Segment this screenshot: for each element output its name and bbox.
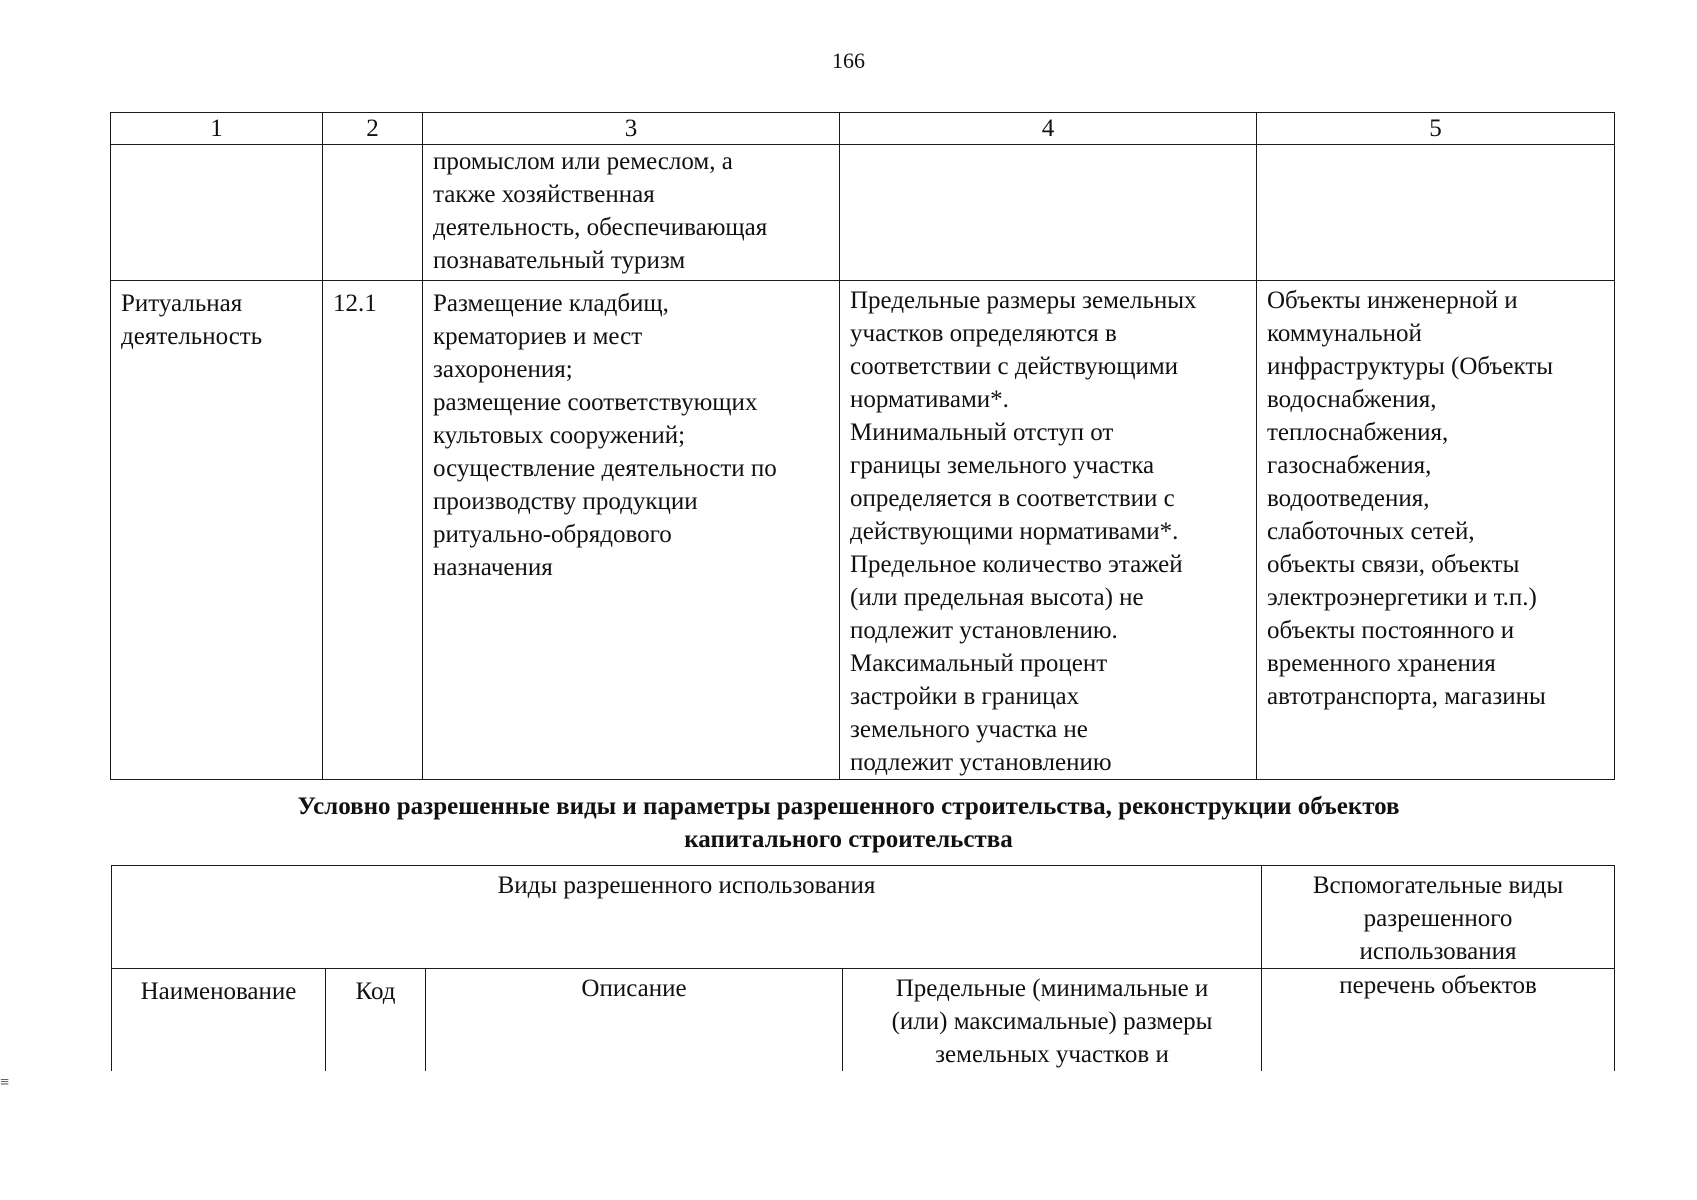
conditional-use-table	[111, 865, 1615, 1071]
column-number-1: 1	[111, 113, 323, 145]
section-heading: Условно разрешенные виды и параметры разрешенного строительства, реконструкции объектов капитального строительства	[297, 793, 1400, 853]
parameters-column-header: Предельные (минимальные и (или) максимальные) размеры земельных участков и	[843, 969, 1262, 1072]
column-header-row	[112, 969, 1615, 1072]
continuation-code-cell	[323, 145, 423, 281]
continuation-auxiliary-cell	[1257, 145, 1615, 281]
ritual-parameters: Предельные размеры земельных участков определяются в соответствии с действующими нормативами*. Минимальный отступ от границы земельного участка определяется в соответствии с действующими нормативами*. Предельное количество этажей (или предельная высота) не подлежит установлению. Максимальный процент застройки в границах земельного участка не подлежит установлению	[840, 281, 1257, 780]
continuation-description: промыслом или ремеслом, а также хозяйственная деятельность, обеспечивающая познавательный туризм	[423, 145, 840, 281]
continuation-row	[111, 145, 1615, 281]
ritual-name: Ритуальная деятельность	[111, 281, 323, 780]
objects-column-header: перечень объектов	[1262, 969, 1615, 1072]
column-number-row	[111, 113, 1615, 145]
ritual-description: Размещение кладбищ, крематориев и мест захоронения; размещение соответствующих культовых сооружений; осуществление деятельности по производству продукции ритуально-обрядового назначения	[423, 281, 840, 780]
column-number-2: 2	[323, 113, 423, 145]
column-number-4: 4	[840, 113, 1257, 145]
ritual-code: 12.1	[323, 281, 423, 780]
main-table	[110, 112, 1615, 780]
auxiliary-uses-header: Вспомогательные виды разрешенного использования	[1262, 866, 1615, 969]
continuation-parameters-cell	[840, 145, 1257, 281]
column-number-5: 5	[1257, 113, 1615, 145]
scan-edge-mark: ≡	[0, 1074, 10, 1091]
continuation-name-cell	[111, 145, 323, 281]
column-number-3: 3	[423, 113, 840, 145]
permitted-uses-header: Виды разрешенного использования	[112, 866, 1262, 969]
ritual-activity-row	[111, 281, 1615, 780]
ritual-auxiliary-objects: Объекты инженерной и коммунальной инфраструктуры (Объекты водоснабжения, теплоснабжения, газоснабжения, водоотведения, слаботочных сетей, объекты связи, объекты электроэнергетики и т.п.) объекты постоянного и временного хранения автотранспорта, магазины	[1257, 281, 1615, 780]
code-column-header: Код	[326, 969, 426, 1072]
page-number: 166	[832, 48, 865, 73]
description-column-header: Описание	[426, 969, 843, 1072]
group-header-row	[112, 866, 1615, 969]
name-column-header: Наименование	[112, 969, 326, 1072]
